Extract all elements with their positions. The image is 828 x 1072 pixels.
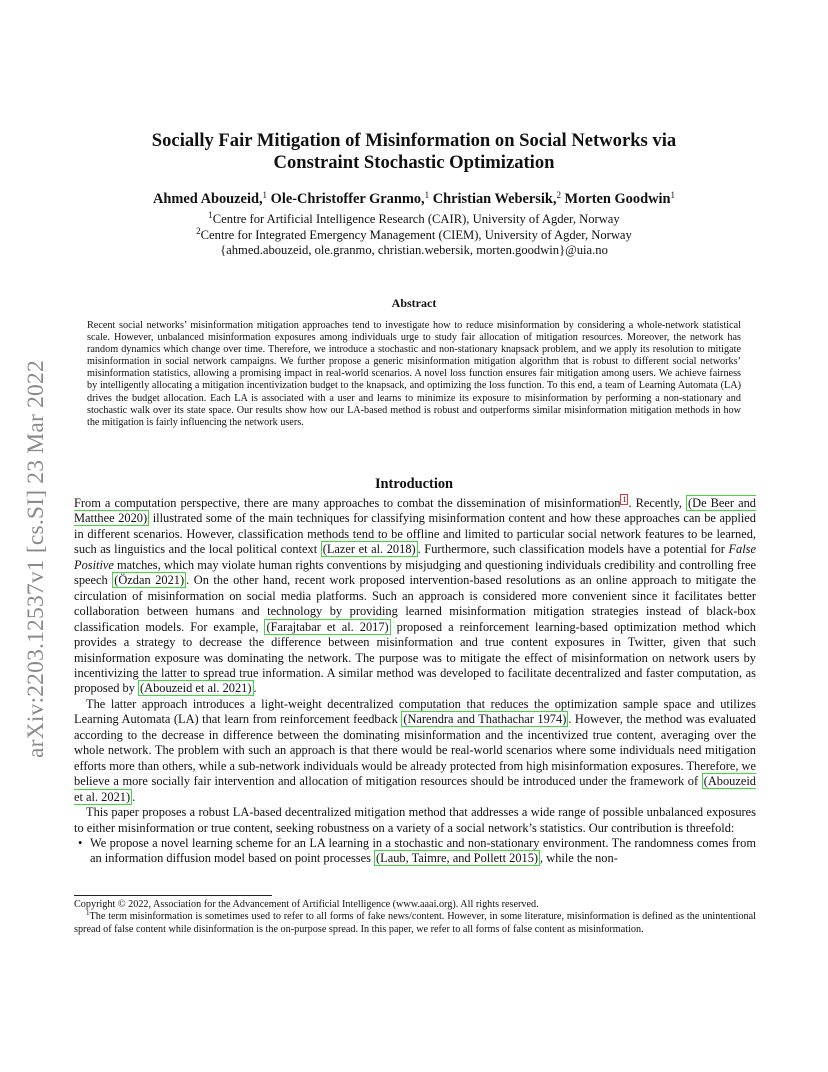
text-run: . Recently, <box>628 496 687 510</box>
footnote <box>74 911 756 936</box>
text-run: From a computation perspective, there are many approaches to combat the dissemination of misinformation <box>74 496 621 510</box>
text-run: , while the non- <box>540 851 618 866</box>
paragraph: This paper proposes a robust LA-based decentralized mitigation method that addresses a wide range of possible unbalanced exposures to either misinformation or true content, seeking robustness on a variety of a social network’s statistics. Our contribution is threefold: <box>74 805 756 835</box>
text-run: matches, which may violate human rights conventions by misjudging and questioning individuals credibility and controlling free speech <box>74 557 756 588</box>
citation-link[interactable]: (Farajtabar et al. 2017) <box>266 619 389 634</box>
citation-link[interactable]: (De Beer and Matthee 2020) <box>74 496 756 526</box>
affiliation-mark: 2 <box>556 190 561 200</box>
paper-title <box>74 130 754 174</box>
copyright-notice: Copyright © 2022, Association for the Advancement of Artificial Intelligence (www.aaai.org). All rights reserved. <box>74 899 539 910</box>
text-run: The latter approach introduces a light-weight decentralized computation that reduces the optimization sample space and utilizes Learning Automata (LA) that learn from reinforcement feedback <box>74 696 756 727</box>
title-line-1: Socially Fair Mitigation of Misinformation on Social Networks via <box>151 130 677 151</box>
affiliation-mark: 1 <box>424 190 430 200</box>
citation-link[interactable]: (Laub, Taimre, and Pollett 2015) <box>376 851 539 866</box>
affiliation-mark: 2 <box>196 225 201 236</box>
citation-link[interactable]: (Abouzeid et al. 2021) <box>140 681 252 696</box>
footnote-divider <box>74 895 272 896</box>
affiliation-mark: 1 <box>262 190 268 200</box>
paragraph <box>74 496 756 697</box>
paragraph <box>74 697 756 805</box>
footnote-mark: 1 <box>86 909 90 918</box>
text-run: illustrated some of the main techniques for classifying misinformation content and how these approaches can be applied in different scenarios. However, classification methods tend to be offline and limited to particular social network features to be learned, such as linguistics and the local political context <box>74 511 756 557</box>
emphasis: False Positive <box>74 542 756 572</box>
text-run: . Furthermore, such classification models have a potential for <box>417 542 729 557</box>
bullet-icon: • <box>78 835 83 850</box>
affiliation-mark: 1 <box>670 190 675 200</box>
abstract-text: Recent social networks’ misinformation mitigation approaches tend to investigate how to reduce misinformation by considering a whole-network statistical scale. However, unbalanced misinformation exposures among individuals urge to study fair allocation of mitigation resources. Moreover, the network has random dynamics which change over time. Therefore, we introduce a stochastic and non-stationary knapsack problem, and we apply its resolution to mitigate misinformation in social network campaigns. We further propose a generic misinformation mitigation algorithm that is robust to different social networks’ misinformation statistics, allowing a promising impact in real-world scenarios. A novel loss function ensures fair mitigation among users. We achieve fairness by intelligently allocating a mitigation incentivization budget to the knapsack, and optimizing the loss function. To this end, a team of Learning Automata (LA) drives the budget allocation. Each LA is associated with a user and learns to minimize its exposure to misinformation by performing a non-stationary and stochastic walk over its state space. Our results show how our LA-based method is robust and outperforms similar misinformation mitigation methods in how the mitigation is fairly influencing the network users. <box>87 320 741 428</box>
footnote-text: The term misinformation is sometimes used to refer to all forms of fake news/content. However, in some literature, misinformation is defined as the unintentional spread of false content while disinformation is the on-purpose spread. In this paper, we refer to all forms of false content as misinformation. <box>74 911 756 935</box>
text-run: . On the other hand, recent work proposed intervention-based resolutions as an online approach to mitigate the circulation of misinformation on social media platforms. Such an approach is considered more convenient since it facilitates better collaboration between humans and technology by providing learned misinformation mitigation strategies instead of black-box classification models. For example, <box>74 573 756 634</box>
citation-link[interactable]: (Abouzeid et al. 2021) <box>74 774 756 804</box>
abstract-heading: Abstract <box>391 296 437 310</box>
author-name: Ahmed Abouzeid, <box>153 191 263 207</box>
citation-link[interactable]: (Özdan 2021) <box>114 573 185 588</box>
text-run: . <box>132 789 136 804</box>
affiliation-mark: 1 <box>208 210 213 220</box>
text-run: . However, the method was evaluated according to the decrease in difference between the dominating misinformation and the incentivized true content, averaging over the whole network. The problem with such an approach is that there would be real-world scenarios where some individuals need mitigation efforts more than others, while a sub-network individuals would be already protected from high misinformation exposures. Therefore, we believe a more socially fair intervention and allocation of mitigation resources should be introduced under the framework of <box>74 712 756 789</box>
arxiv-identifier: arXiv:2203.12537v1 [cs.SI] 23 Mar 2022 <box>23 360 49 758</box>
affiliation-text: Centre for Integrated Emergency Management (CIEM), University of Agder, Norway <box>200 227 632 242</box>
text-run: . <box>253 681 257 696</box>
affiliations <box>74 212 754 259</box>
citation-link[interactable]: (Lazer et al. 2018) <box>322 542 416 557</box>
author-name: Ole-Christoffer Granmo, <box>270 191 425 207</box>
affiliation <box>74 212 754 228</box>
footnote-link[interactable]: 1 <box>622 495 627 504</box>
text-run: We propose a novel learning scheme for an LA learning in a stochastic and non-stationary environment. The randomness comes from an information diffusion model based on point processes <box>90 835 756 866</box>
citation-link[interactable]: (Narendra and Thathachar 1974) <box>403 712 567 727</box>
text-run: proposed a reinforcement learning-based optimization method which provides a strategy to decrease the difference between misinformation and true content exposures in Twitter, given that such misinformation exposure was dominating the network. The purpose was to mitigate the effect of misinformation on network users by incentivizing the latter to spread true information. A similar method was developed to facilitate decentralized and faster computation, as proposed by <box>74 619 757 696</box>
affiliation-text: Centre for Artificial Intelligence Research (CAIR), University of Agder, Norway <box>212 212 620 226</box>
section-heading-introduction: Introduction <box>374 476 454 492</box>
introduction-body <box>74 496 756 867</box>
list-item <box>74 836 756 867</box>
contribution-list <box>74 836 756 867</box>
author-emails: {ahmed.abouzeid, ole.granmo, christian.webersik, morten.goodwin}@uia.no <box>220 243 608 257</box>
author-name: Morten Goodwin <box>564 191 671 207</box>
footnotes <box>74 899 756 936</box>
affiliation <box>74 225 754 244</box>
title-line-2: Constraint Stochastic Optimization <box>273 152 555 173</box>
author-name: Christian Webersik, <box>432 191 557 207</box>
author-list <box>74 190 754 208</box>
